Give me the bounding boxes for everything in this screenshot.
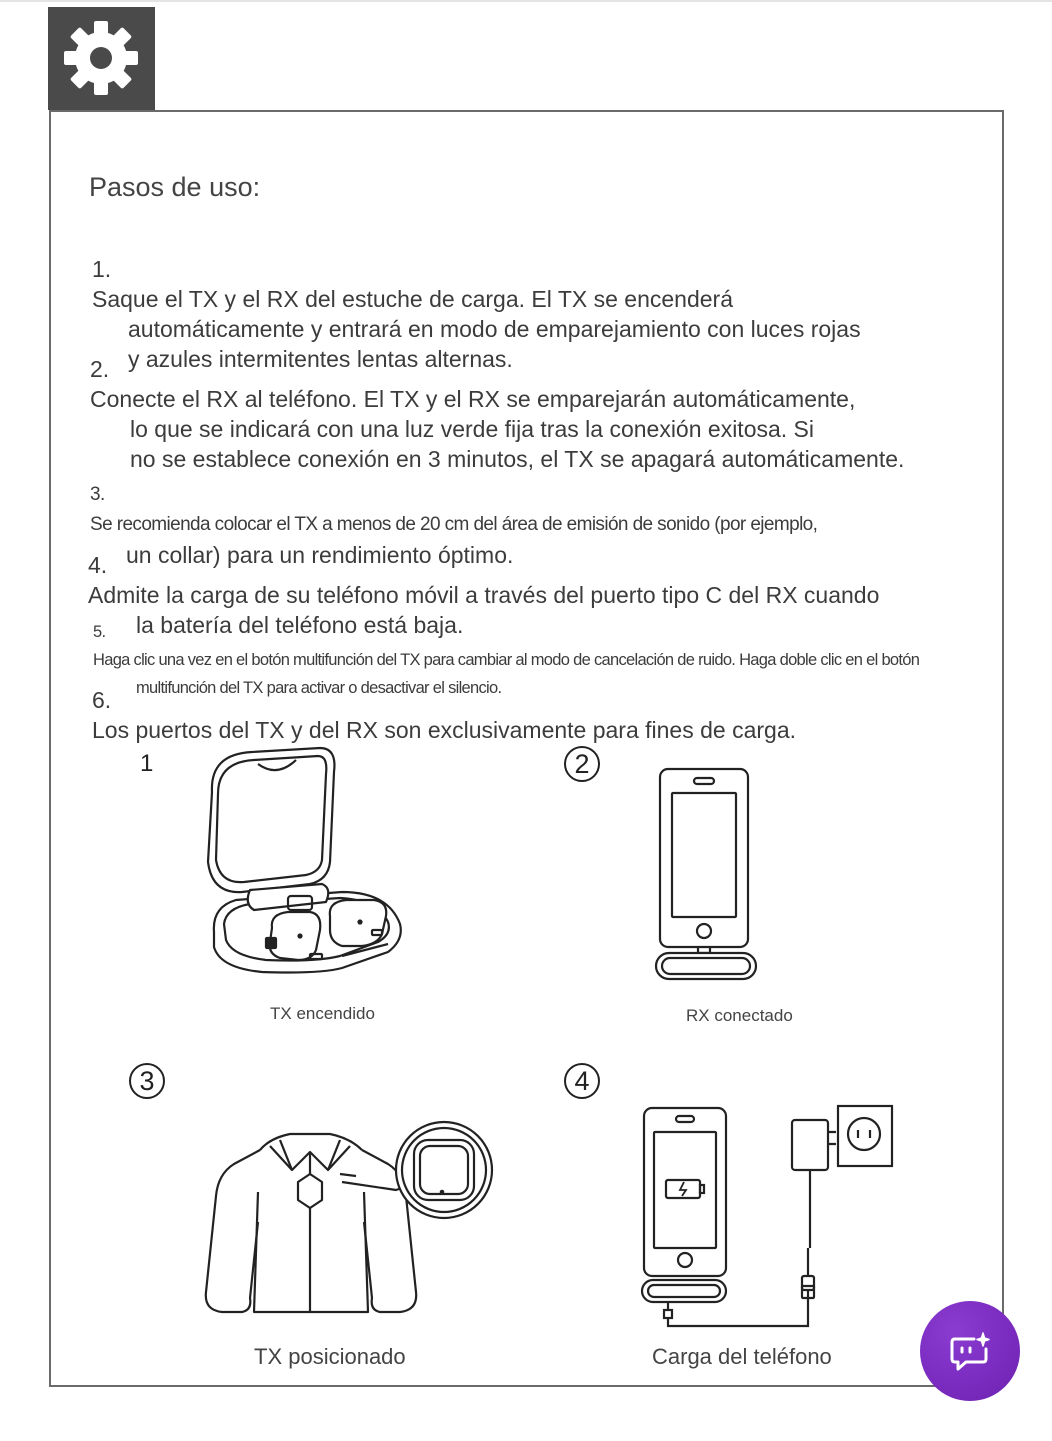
step-continuation: la batería del teléfono está baja.	[136, 612, 464, 638]
step-continuation: lo que se indicará con una luz verde fija tras la conexión exitosa. Si no se establece conexión en 3 minutos, el TX se apagará automáticamente.	[130, 416, 905, 472]
ai-chat-icon	[948, 1331, 992, 1373]
step-number: 1.	[92, 256, 112, 282]
step-6	[92, 655, 796, 745]
figure-4-caption: Carga del teléfono	[652, 1344, 832, 1369]
figure-1-number: 1	[140, 750, 154, 777]
step-text: Conecte el RX al teléfono. El TX y el RX se emparejarán automáticamente,	[90, 386, 856, 412]
step-text: Admite la carga de su teléfono móvil a través del puerto tipo C del RX cuando	[88, 582, 880, 608]
gear-icon	[62, 19, 140, 97]
step-number: 3.	[90, 484, 105, 505]
figure-4-number: 4	[564, 1063, 600, 1099]
figure-3-caption: TX posicionado	[254, 1344, 406, 1369]
ai-chat-button[interactable]	[920, 1301, 1020, 1401]
page-title: Pasos de uso:	[89, 172, 261, 202]
step-text: Haga clic una vez en el botón multifunción del TX para cambiar al modo de cancelación de ruido. Haga doble clic en el botón	[93, 651, 920, 669]
top-divider	[0, 0, 1052, 2]
step-continuation: un collar) para un rendimiento óptimo.	[126, 542, 514, 568]
shirt-with-transmitter-illustration	[200, 1112, 495, 1320]
figure-2-caption: RX conectado	[686, 1006, 793, 1025]
settings-header-box	[48, 7, 155, 110]
step-continuation: multifunción del TX para activar o desactivar el silencio.	[136, 679, 502, 697]
charging-case-illustration	[192, 742, 412, 977]
phone-with-receiver-illustration	[650, 765, 762, 987]
figure-1-caption: TX encendido	[270, 1004, 375, 1023]
figure-3-number: 3	[129, 1063, 165, 1099]
phone-charging-illustration	[636, 1100, 898, 1332]
figure-2-number: 2	[564, 746, 600, 782]
step-text: Los puertos del TX y del RX son exclusivamente para fines de carga.	[92, 717, 797, 743]
step-number: 2.	[90, 356, 110, 382]
step-text: Saque el TX y el RX del estuche de carga. El TX se encenderá	[92, 286, 733, 312]
step-continuation: automáticamente y entrará en modo de emparejamiento con luces rojas y azules intermitentes lentas alternas.	[128, 316, 861, 372]
step-number: 6.	[92, 687, 112, 713]
step-number: 5.	[93, 623, 106, 641]
step-text: Se recomienda colocar el TX a menos de 20 cm del área de emisión de sonido (por ejemplo,	[90, 514, 818, 535]
step-number: 4.	[88, 552, 108, 578]
